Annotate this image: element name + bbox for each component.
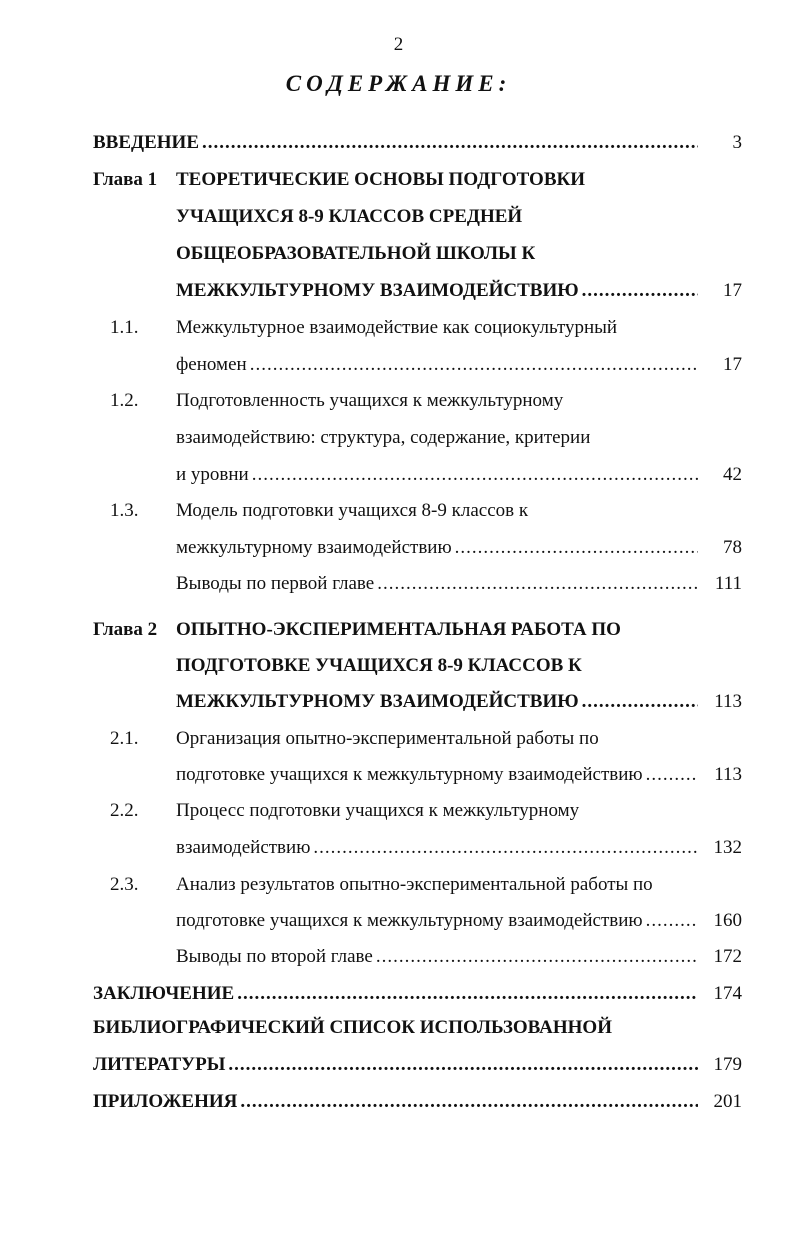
section-title-line[interactable]: Организация опытно-экспериментальной работы по	[176, 728, 599, 749]
page-number: 2	[393, 34, 404, 55]
toc-page-ch1: 17	[723, 280, 742, 301]
section-title-line[interactable]: Подготовленность учащихся к межкультурному	[176, 390, 564, 411]
section-title-line: взаимодействию	[176, 837, 311, 858]
toc-page-2-3: 160	[713, 910, 742, 931]
section-title-line[interactable]: взаимодействию: структура, содержание, критерии	[176, 427, 591, 448]
chapter-2-title-line: МЕЖКУЛЬТУРНОМУ ВЗАИМОДЕЙСТВИЮ	[176, 691, 579, 712]
chapter-1-title-line[interactable]: ОБЩЕОБРАЗОВАТЕЛЬНОЙ ШКОЛЫ К	[176, 243, 536, 264]
dot-leader	[250, 355, 698, 374]
chapter-1-label: Глава 1	[93, 169, 158, 190]
section-number: 1.2.	[110, 390, 139, 411]
dot-leader	[646, 911, 698, 930]
toc-page-1-3: 78	[723, 537, 742, 558]
section-number: 2.1.	[110, 728, 139, 749]
toc-entry-ch2-conclusion[interactable]	[176, 947, 698, 966]
section-title-last-line[interactable]	[176, 538, 698, 557]
dot-leader	[202, 133, 698, 152]
toc-entry-appendix[interactable]	[93, 1092, 698, 1111]
dot-leader	[252, 465, 698, 484]
toc-page-conclusion: 174	[713, 983, 742, 1004]
section-title-line: феномен	[176, 354, 247, 375]
dot-leader	[376, 947, 698, 966]
toc-page-2-2: 132	[713, 837, 742, 858]
toc-page-intro: 3	[732, 132, 742, 153]
toc-page-ch2: 113	[714, 691, 742, 712]
dot-leader	[582, 281, 698, 300]
dot-leader	[237, 984, 698, 1003]
section-title-line: и уровни	[176, 464, 249, 485]
section-number: 1.3.	[110, 500, 139, 521]
section-title-last-line[interactable]	[176, 465, 698, 484]
toc-entry-appendix-text: ПРИЛОЖЕНИЯ	[93, 1091, 238, 1112]
toc-entry-conclusion[interactable]	[93, 984, 698, 1003]
toc-page-appendix: 201	[713, 1091, 742, 1112]
toc-entry-bibliography-line: ЛИТЕРАТУРЫ	[93, 1054, 226, 1075]
section-title-last-line[interactable]	[176, 765, 698, 784]
chapter-2-title-line[interactable]: ПОДГОТОВКЕ УЧАЩИХСЯ 8-9 КЛАССОВ К	[176, 655, 582, 676]
chapter-2-label: Глава 2	[93, 619, 158, 640]
toc-entry-intro-text: ВВЕДЕНИЕ	[93, 132, 199, 153]
section-number: 2.3.	[110, 874, 139, 895]
section-title-line: Выводы по первой главе	[176, 573, 375, 594]
toc-entry-bibliography-line[interactable]: БИБЛИОГРАФИЧЕСКИЙ СПИСОК ИСПОЛЬЗОВАННОЙ	[93, 1017, 612, 1038]
toc-title: СОДЕРЖАНИЕ:	[285, 71, 512, 96]
toc-entry-intro[interactable]	[93, 133, 698, 152]
section-title-last-line[interactable]	[176, 838, 698, 857]
dot-leader	[582, 692, 698, 711]
dot-leader	[313, 838, 698, 857]
chapter-2-title-line[interactable]: ОПЫТНО-ЭКСПЕРИМЕНТАЛЬНАЯ РАБОТА ПО	[176, 619, 621, 640]
section-title-line: подготовке учащихся к межкультурному взаимодействию	[176, 910, 643, 931]
toc-page-2-1: 113	[714, 764, 742, 785]
toc-entry-conclusion-text: ЗАКЛЮЧЕНИЕ	[93, 983, 235, 1004]
toc-entry-ch1-conclusion[interactable]	[176, 574, 698, 593]
dot-leader	[646, 765, 698, 784]
section-number: 2.2.	[110, 800, 139, 821]
toc-page-bibliography: 179	[713, 1054, 742, 1075]
dot-leader	[240, 1092, 698, 1111]
dot-leader	[228, 1055, 698, 1074]
section-title-last-line[interactable]	[176, 911, 698, 930]
section-title-line: Выводы по второй главе	[176, 946, 373, 967]
toc-page-ch1-conclusion: 111	[714, 573, 742, 594]
toc-page-1-1: 17	[723, 354, 742, 375]
chapter-1-title-last-line[interactable]	[176, 281, 698, 300]
dot-leader	[455, 538, 698, 557]
toc-page-ch2-conclusion: 172	[713, 946, 742, 967]
section-title-line: межкультурному взаимодействию	[176, 537, 452, 558]
dot-leader	[377, 574, 698, 593]
chapter-2-title-last-line[interactable]	[176, 692, 698, 711]
toc-page-1-2: 42	[723, 464, 742, 485]
section-title-line: подготовке учащихся к межкультурному взаимодействию	[176, 764, 643, 785]
toc-entry-bibliography[interactable]	[93, 1055, 698, 1074]
section-title-line[interactable]: Модель подготовки учащихся 8-9 классов к	[176, 500, 529, 521]
section-title-last-line[interactable]	[176, 355, 698, 374]
section-title-line[interactable]: Процесс подготовки учащихся к межкультурному	[176, 800, 580, 821]
chapter-1-title-line[interactable]: УЧАЩИХСЯ 8-9 КЛАССОВ СРЕДНЕЙ	[176, 206, 523, 227]
section-title-line[interactable]: Анализ результатов опытно-экспериментальной работы по	[176, 874, 653, 895]
chapter-1-title-line: МЕЖКУЛЬТУРНОМУ ВЗАИМОДЕЙСТВИЮ	[176, 280, 579, 301]
chapter-1-title-line[interactable]: ТЕОРЕТИЧЕСКИЕ ОСНОВЫ ПОДГОТОВКИ	[176, 169, 586, 190]
section-title-line[interactable]: Межкультурное взаимодействие как социокультурный	[176, 317, 618, 338]
section-number: 1.1.	[110, 317, 139, 338]
